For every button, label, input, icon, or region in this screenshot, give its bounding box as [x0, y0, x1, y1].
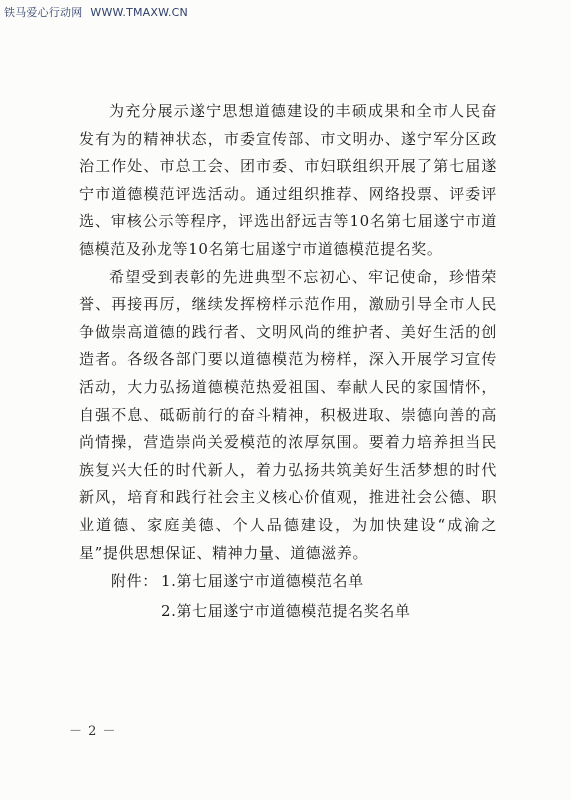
attachment-row: [111, 598, 501, 625]
attachment-item-1: 1.第七届遂宁市道德模范名单: [161, 572, 364, 590]
attachments-section: [111, 568, 501, 625]
paragraph-expectations: 希望受到表彰的先进典型不忘初心、牢记使命，珍惜荣誉、再接再厉，继续发挥榜样示范作用，激励引导全市人民争做崇高道德的践行者、文明风尚的维护者、美好生活的创造者。各级各部门要以道德模范为榜样，深入开展学习宣传活动，大力弘扬道德模范热爱祖国、奉献人民的家国情怀，自强不息、砥砺前行的奋斗精神，积极进取、崇德向善的高尚情操，营造崇尚关爱模范的浓厚氛围。要着力培养担当民族复兴大任的时代新人，着力弘扬共筑美好生活梦想的时代新风，培育和践行社会主义核心价值观，推进社会公德、职业道德、家庭美德、个人品德建设，为加快建设“成渝之星”提供思想保证、精神力量、道德滋养。: [79, 267, 497, 562]
document-body: [79, 98, 497, 567]
attachments-label: 附件：: [111, 572, 158, 590]
watermark-url: WWW.TMAXW.CN: [90, 6, 188, 19]
paragraph-intro: 为充分展示遂宁思想道德建设的丰硕成果和全市人民奋发有为的精神状态，市委宣传部、市文明办、遂宁军分区政治工作处、市总工会、团市委、市妇联组织开展了第七届遂宁市道德模范评选活动。通过组织推荐、网络投票、评委评选、审核公示等程序，评选出舒远吉等10名第七届遂宁市道德模范及孙龙等10名第七届遂宁市道德模范提名奖。: [79, 102, 497, 258]
page-number: － 2 －: [69, 724, 117, 739]
attachment-row: [111, 568, 501, 595]
attachment-item-2: 2.第七届遂宁市道德模范提名奖名单: [161, 602, 411, 620]
watermark-site-name: 铁马爱心行动网: [4, 6, 83, 19]
site-watermark: [4, 4, 188, 20]
